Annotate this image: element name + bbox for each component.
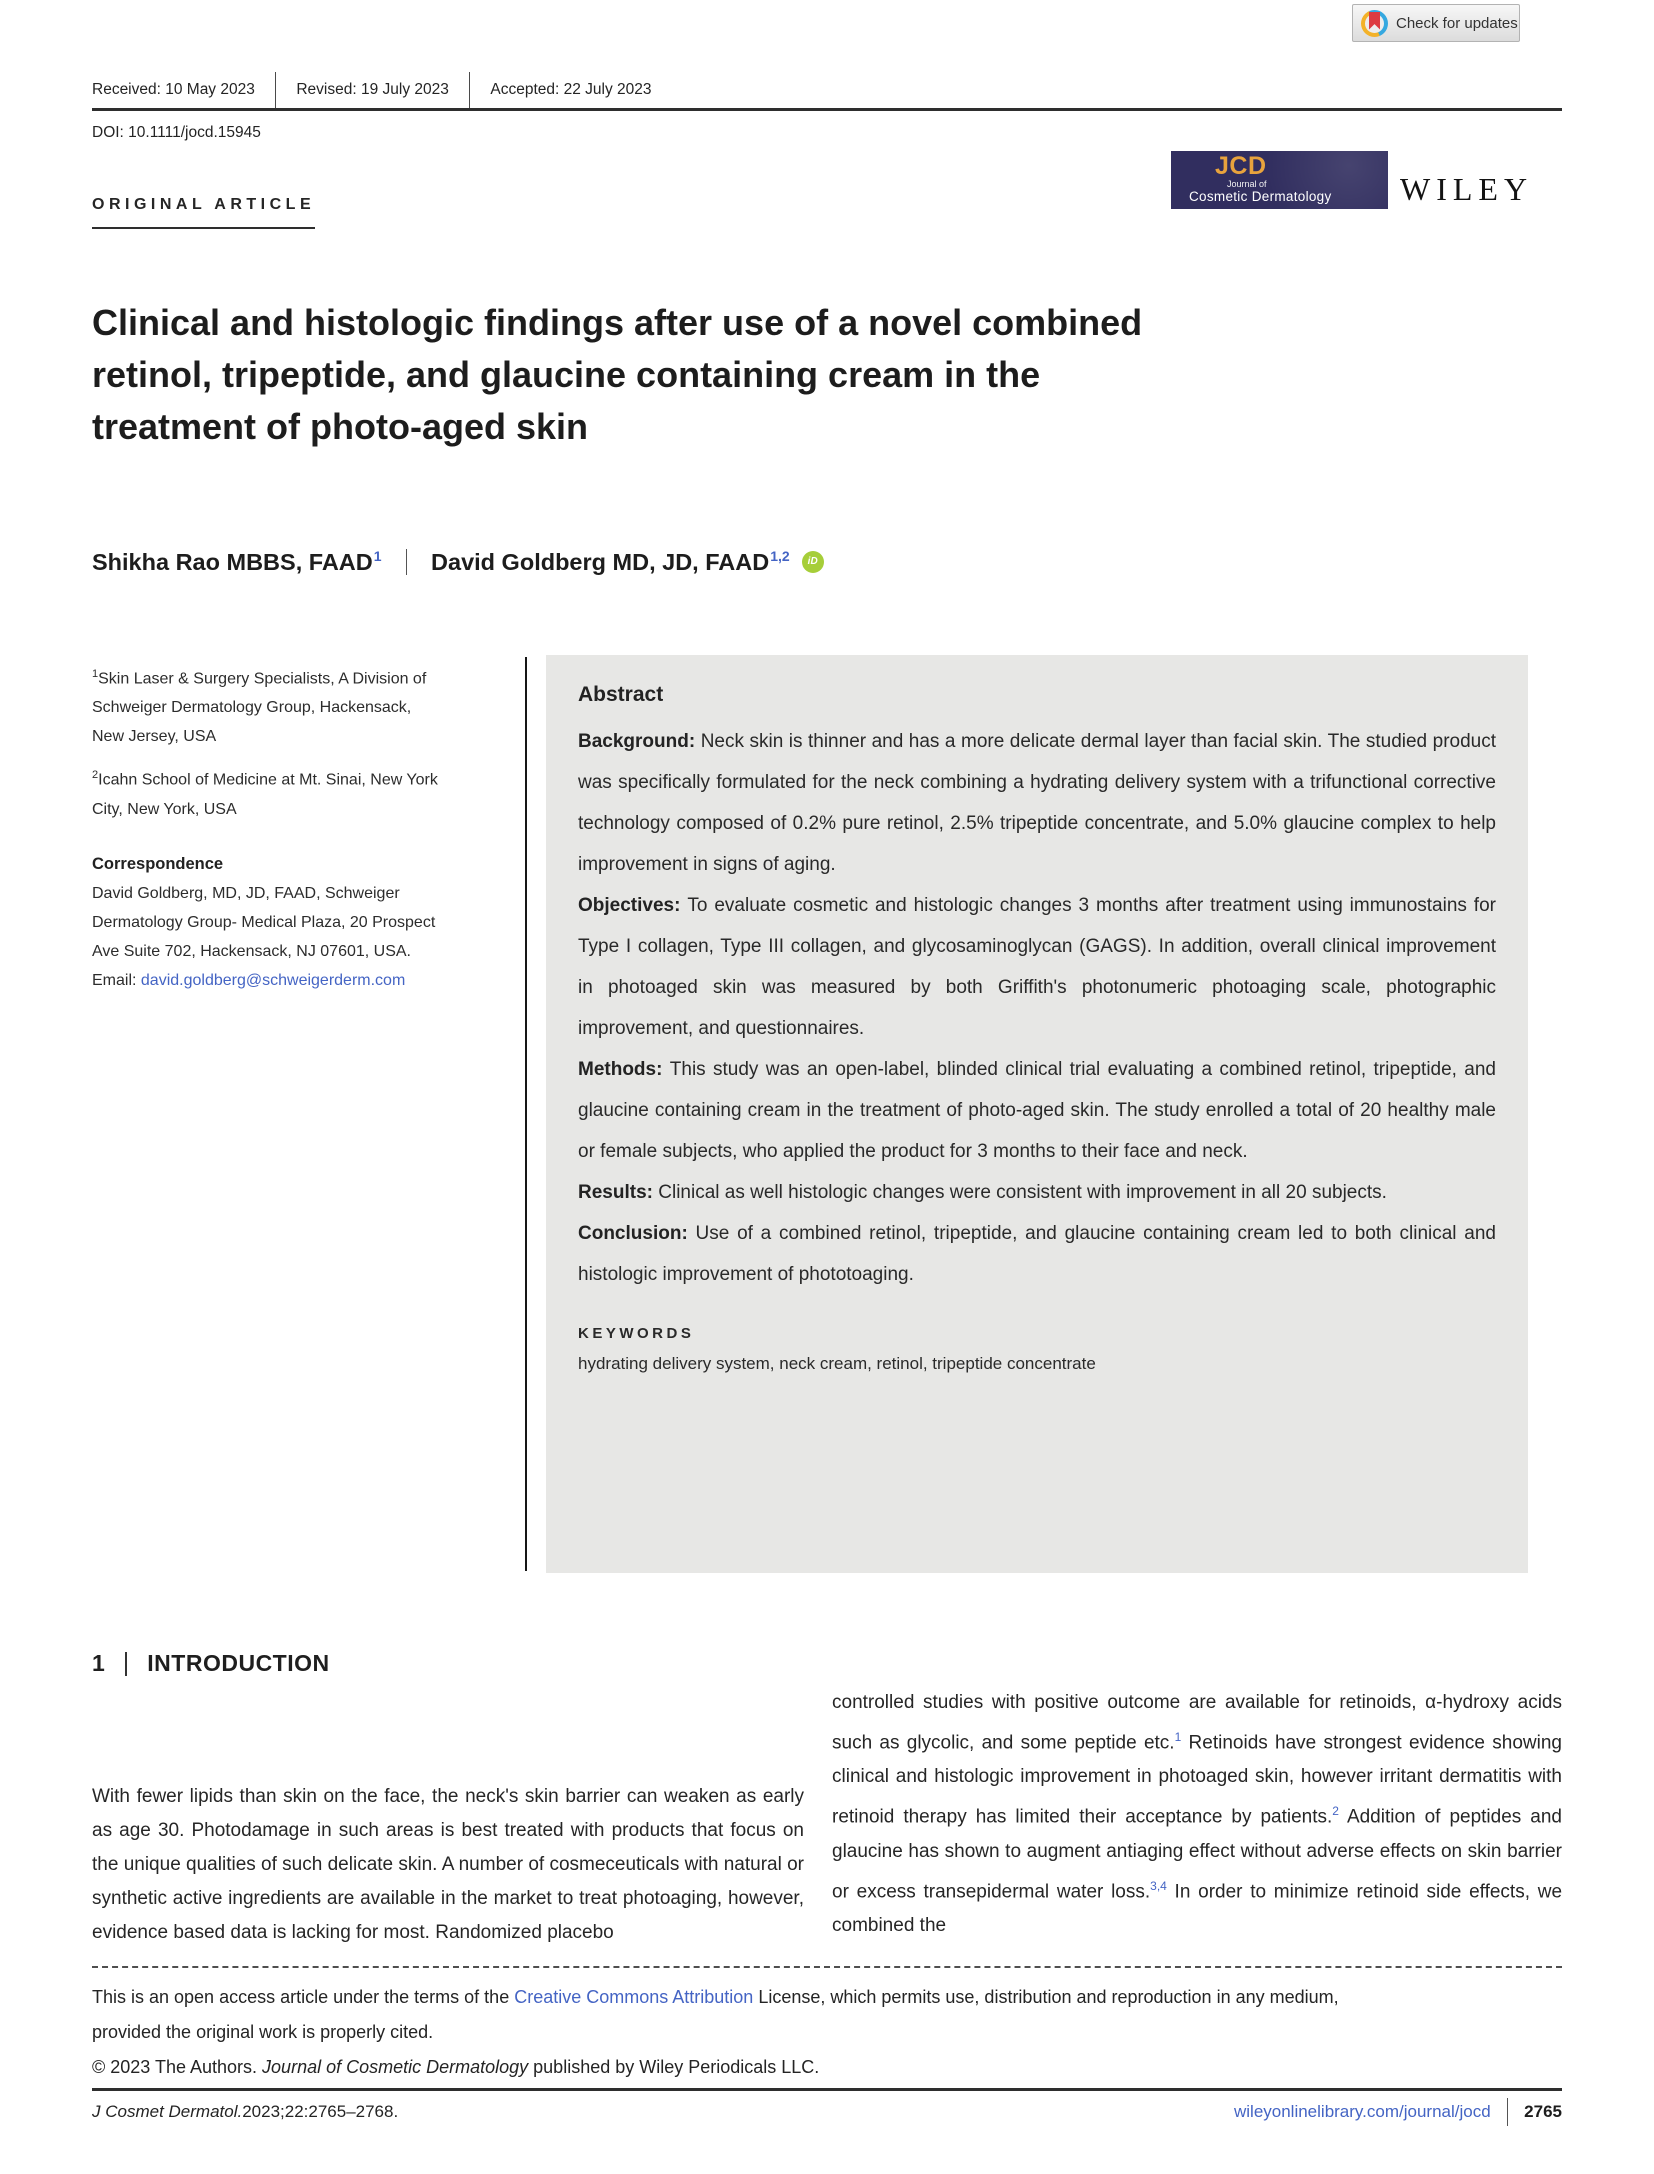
section-heading-separator [125, 1652, 127, 1676]
abstract-methods-text: This study was an open-label, blinded clinical trial evaluating a combined retinol, tripeptide, and glaucine containing cream in the treatment of photo-aged skin. The study enrolled a total of 20 healthy male or female subjects, who applied the product for 3 months to their face and neck. [578, 1059, 1496, 1162]
open-access-text: This is an open access article under the terms of the [92, 1987, 515, 2007]
abstract-background-label: Background: [578, 731, 701, 752]
copyright-line [92, 2050, 1552, 2085]
author-affiliation-marker: 1 [373, 548, 382, 564]
journal-logo [1171, 151, 1388, 209]
article-type-label: ORIGINAL ARTICLE [92, 196, 315, 229]
abstract-objectives [578, 885, 1496, 1049]
abstract-background [578, 721, 1496, 885]
journal-logo-abbr: JCD [1215, 152, 1267, 180]
affiliation-marker: 2 [92, 769, 99, 782]
author-name [431, 548, 790, 576]
abstract-background-text: Neck skin is thinner and has a more delicate dermal layer than facial skin. The studied product was specifically formulated for the neck combining a hydrating delivery system with a trifunctional corrective technology composed of 0.2% pure retinol, 2.5% tripeptide concentrate, and 5.0% glaucine complex to help improvement in signs of aging. [578, 731, 1497, 875]
open-access-text: License, which permits use, distribution and reproduction in any medium, [753, 1987, 1339, 2007]
accepted-date: Accepted: 22 July 2023 [490, 81, 652, 98]
article-sidebar [92, 660, 440, 995]
author-name [92, 548, 382, 576]
article-history [92, 72, 672, 108]
footer-rule [92, 2088, 1562, 2091]
doi-text: DOI: 10.1111/jocd.15945 [92, 124, 261, 141]
reference-marker[interactable]: 1 [1174, 1730, 1182, 1744]
keywords-heading: KEYWORDS [578, 1325, 695, 1342]
open-access-line2: provided the original work is properly cited. [92, 2022, 434, 2042]
author-name-text: David Goldberg MD, JD, FAAD [431, 548, 770, 575]
revised-date: Revised: 19 July 2023 [296, 81, 449, 98]
affiliation-marker: 1 [92, 668, 99, 680]
intro-left-column: With fewer lipids than skin on the face, the neck's skin barrier can weaken as early as age 30. Photodamage in such areas is best treated with products that focus on the unique qualities of such delicate skin. A number of cosmeceuticals with natural or synthetic active ingredients are available in the market to treat photoaging, however, evidence based data is lacking for most. Randomized placebo [92, 1786, 804, 1943]
abstract-results-text: Clinical as well histologic changes were consistent with improvement in all 20 subjects. [658, 1182, 1387, 1203]
email-link[interactable]: david.goldberg@schweigerderm.com [140, 971, 406, 989]
journal-logo-line2: Cosmetic Dermatology [1189, 189, 1332, 204]
abstract-methods [578, 1049, 1496, 1172]
article-title: Clinical and histologic findings after use of a novel combined retinol, tripeptide, and glaucine containing cream in the treatment of photo-aged skin [92, 302, 1143, 447]
intro-right-text: controlled studies with positive outcome are available for retinoids, α-hydroxy acids such as glycolic, and some peptide etc. [832, 1692, 1562, 1754]
copyright-text: published by Wiley Periodicals LLC. [528, 2057, 820, 2077]
check-for-updates-button[interactable] [1352, 4, 1520, 42]
journal-logo-line1: Journal of [1227, 179, 1267, 189]
intro-right-text: In order to minimize retinoid side effects, we combined the [832, 1880, 1563, 1936]
author-affiliation-marker: 1,2 [770, 548, 790, 564]
orcid-icon[interactable]: iD [802, 551, 824, 573]
reference-marker[interactable]: 3,4 [1150, 1878, 1167, 1893]
affiliation-2 [92, 761, 440, 823]
reference-marker[interactable]: 2 [1332, 1804, 1339, 1819]
crossmark-icon [1361, 10, 1388, 37]
publisher-logo: WILEY [1400, 171, 1534, 207]
journal-website-link[interactable]: wileyonlinelibrary.com/journal/jocd [1233, 2102, 1491, 2121]
affiliation-text: Icahn School of Medicine at Mt. Sinai, New York City, New York, USA [92, 771, 438, 818]
abstract-objectives-text: To evaluate cosmetic and histologic changes 3 months after treatment using immunostains for Type I collagen, Type III collagen, and glycosaminoglycan (GAGS). In addition, overall clinical improvement in photoaged skin was measured by both Griffith's photonumeric photoaging scale, photographic improvement, and questionnaires. [578, 895, 1496, 1039]
section-number: 1 [92, 1650, 106, 1676]
correspondence-email-line [92, 966, 440, 995]
email-label: Email: [92, 971, 141, 989]
abstract-objectives-label: Objectives: [578, 895, 688, 916]
footer-separator [1507, 2098, 1509, 2126]
footnote-rule [92, 1966, 1562, 1968]
abstract-divider-rule [525, 657, 527, 1571]
abstract-panel [546, 655, 1528, 1573]
creative-commons-link[interactable]: Creative Commons Attribution [514, 1987, 754, 2007]
abstract-results-label: Results: [578, 1182, 659, 1203]
open-access-note [92, 1980, 1552, 2085]
affiliation-text: Skin Laser & Surgery Specialists, A Division of Schweiger Dermatology Group, Hackensack, New Jersey, USA [92, 670, 427, 746]
abstract-heading: Abstract [578, 683, 664, 706]
abstract-results [578, 1172, 1496, 1213]
abstract-conclusion-label: Conclusion: [578, 1223, 696, 1244]
abstract-conclusion-text: Use of a combined retinol, tripeptide, and glaucine containing cream led to both clinical and histologic improvement of phototoaging. [578, 1223, 1496, 1285]
keywords-list: hydrating delivery system, neck cream, retinol, tripeptide concentrate [578, 1354, 1096, 1373]
abstract-conclusion [578, 1213, 1496, 1295]
citation-journal: J Cosmet Dermatol. [92, 2102, 243, 2121]
citation-detail: 2023;22:2765–2768. [242, 2102, 399, 2121]
page-number: 2765 [1524, 2102, 1562, 2121]
check-for-updates-label: Check for updates [1396, 14, 1518, 32]
abstract-methods-label: Methods: [578, 1059, 670, 1080]
author-separator [406, 549, 408, 575]
section-heading-introduction [92, 1650, 330, 1677]
received-date: Received: 10 May 2023 [92, 81, 255, 98]
correspondence-address: David Goldberg, MD, JD, FAAD, Schweiger Dermatology Group- Medical Plaza, 20 Prospect Ave Suite 702, Hackensack, NJ 07601, USA. [92, 884, 436, 960]
author-name-text: Shikha Rao MBBS, FAAD [92, 548, 373, 575]
footer-row [92, 2098, 1562, 2126]
correspondence-heading: Correspondence [92, 854, 224, 873]
affiliation-1 [92, 660, 440, 751]
open-access-line1 [92, 1980, 1552, 2015]
intro-right-text: Addition of peptides and glaucine has shown to augment antiaging effect without adverse effects on skin barrier or excess transepidermal water loss. [832, 1806, 1562, 1902]
header-rule [92, 108, 1562, 111]
intro-right-column [832, 1686, 1562, 1943]
copyright-text: © 2023 The Authors. [92, 2057, 263, 2077]
copyright-journal-name: Journal of Cosmetic Dermatology [262, 2057, 529, 2077]
section-title: INTRODUCTION [147, 1650, 330, 1676]
author-list [92, 548, 824, 576]
intro-right-text: Retinoids have strongest evidence showing clinical and histologic improvement in photoaged skin, however irritant dermatitis with retinoid therapy has limited their acceptance by patients. [832, 1732, 1562, 1828]
